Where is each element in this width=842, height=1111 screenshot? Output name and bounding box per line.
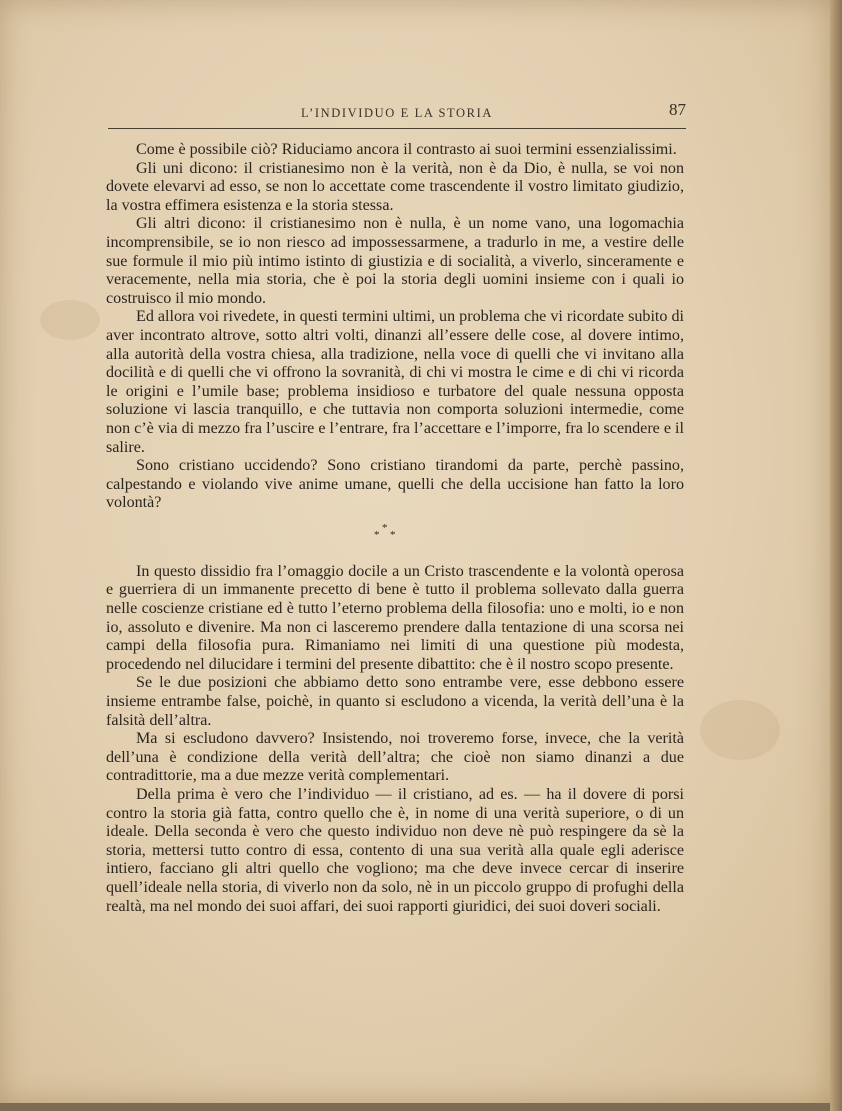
asterisk: * (382, 521, 388, 534)
paragraph: Se le due posizioni che abbiamo detto sono entrambe vere, esse debbono essere insieme entrambe false, poichè, in quanto si escludono a vicenda, la verità dell’una è la falsità dell’altra. (106, 674, 684, 729)
paragraph: Gli altri dicono: il cristianesimo non è nulla, è un nome vano, una logomachia incomprensibile, se io non riesco ad impossessarmene, a tradurlo in me, a vestire delle sue formule il mio più intimo istinto di giustizia e di socialità, a viverlo, sinceramente e veracemente, nella mia storia, che è poi la storia degli uomini insieme con i quali io costruisco il mio mondo. (106, 215, 684, 307)
running-header (108, 98, 686, 129)
paragraph: In questo dissidio fra l’omaggio docile a un Cristo trascendente e la volontà operosa e guerriera di un immanente precetto di bene è tutto il problema sollevato dalla guerra nelle coscienze cristiane ed è tutto l’eterno problema della filosofia: uno e molti, io e non io, assoluto e divenire. Ma non ci lasceremo prendere dalla tentazione di una scorsa nei campi della filosofia pura. Rimaniamo nei limiti di una questione più modesta, procedendo nel dilucidare i termini del presente dibattito: che è il nostro scopo presente. (106, 562, 684, 673)
paragraph: Ed allora voi rivedete, in questi termini ultimi, un problema che vi ricordate subito di aver incontrato altrove, sotto altri volti, dinanzi all’essere delle cose, al dovere intimo, alla autorità della vostra chiesa, alla tradizione, nella voce di quelli che vi invitano alla docilità e di quelli che vi offrono la sovranità, di chi vi mostra le cime e di chi vi ricorda le origini e l’umile base; problema insidioso e turbatore del quale nessuna opposta soluzione vi lascia tranquillo, e che tuttavia non comporta soluzioni intermedie, come non c’è via di mezzo fra l’uscire e l’entrare, fra l’accettare e l’imporre, fra lo scendere e il salire. (106, 308, 684, 456)
paragraph: Ma si escludono davvero? Insistendo, noi troveremo forse, invece, che la verità dell’una è condizione della verità dell’altra; che cioè non siamo dinanzi a due contradittorie, ma a due mezze verità complementari. (106, 730, 684, 785)
paragraph: Come è possibile ciò? Riduciamo ancora il contrasto ai suoi termini essenzialissimi. (136, 141, 677, 158)
paragraph: Sono cristiano uccidendo? Sono cristiano tirandomi da parte, perchè passino, calpestando e violando vive anime umane, quelli che della uccisione han fatto la loro volontà? (106, 457, 684, 512)
asterisk: * (374, 528, 380, 541)
paragraph: Gli uni dicono: il cristianesimo non è la verità, non è da Dio, è nulla, se voi non dovete elevarvi ad esso, se non lo accettate come trascendente il vostro limitato giudizio, la vostra effimera esistenza e la storia stessa. (106, 159, 684, 214)
paper-stain (700, 700, 780, 760)
paper-stain (40, 300, 100, 340)
page-number: 87 (669, 100, 686, 119)
body-text (106, 141, 684, 916)
paragraph: Della prima è vero che l’individuo — il cristiano, ad es. — ha il dovere di porsi contro la storia già fatta, contro quello che è, in nome di una verità superiore, o di un ideale. Della seconda è vero che questo individuo non deve nè può respingere da sè la storia, mettersi tutto contro di essa, contento di una sua verità alla quale egli aderisce intiero, facciano gli altri quello che vogliono; ma che deve invece cercar di inserire quell’ideale nella storia, di viverlo non da solo, nè in un piccolo gruppo di profughi della realtà, ma nel mondo dei suoi affari, dei suoi rapporti giuridici, dei suoi doveri sociali. (106, 786, 684, 915)
asterisk: * (390, 528, 396, 541)
asterism-separator (106, 521, 684, 541)
running-title: L’INDIVIDUO E LA STORIA (301, 106, 493, 120)
page-edge (830, 0, 842, 1111)
